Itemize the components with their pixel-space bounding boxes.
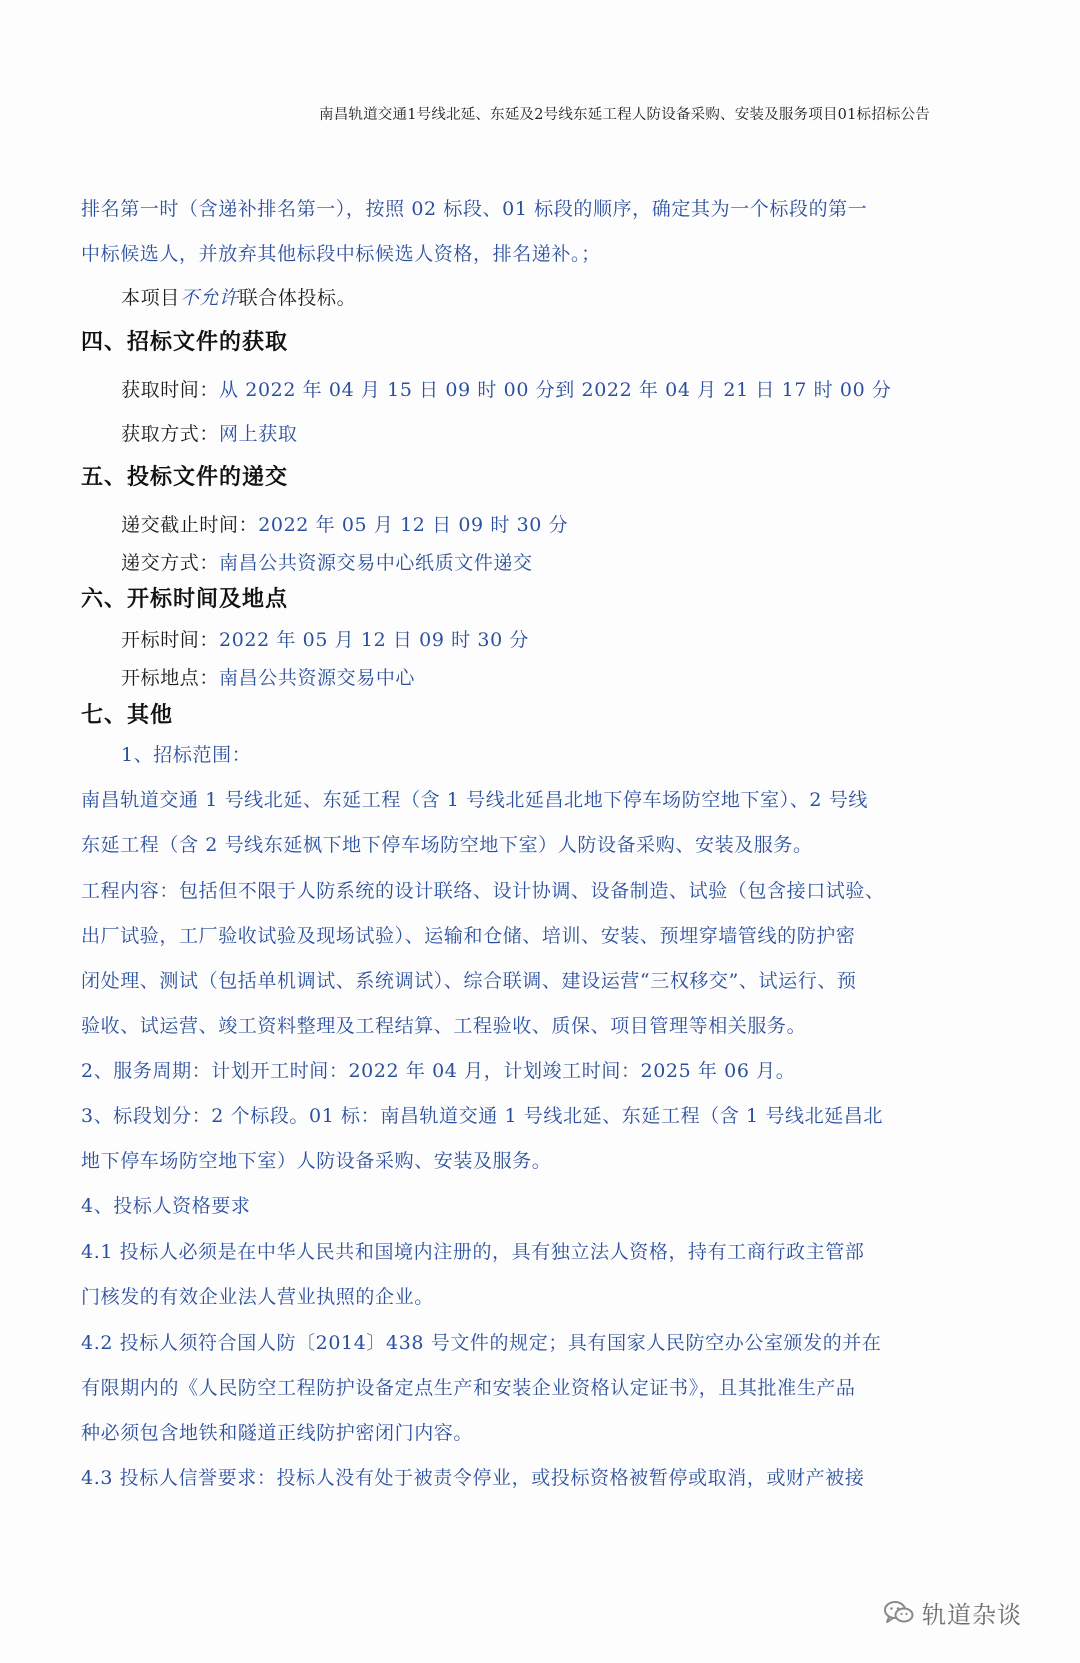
- section-5-heading: 五、投标文件的递交: [81, 465, 289, 490]
- intro-line-2: 中标候选人，并放弃其他标段中标候选人资格，排名递补。；: [81, 243, 601, 265]
- lots-line-2: 地下停车场防空地下室）人防设备采购、安装及服务。: [81, 1150, 552, 1172]
- intro-line-1: 排名第一时（含递补排名第一），按照 02 标段、01 标段的顺序，确定其为一个标段的第一: [81, 198, 868, 220]
- section-4-time-value: 从 2022 年 04 月 15 日 09 时 00 分到 2022 年 04 月 21 日 17 时 00 分: [219, 379, 892, 401]
- page-header-title: 南昌轨道交通1号线北延、东延及2号线东延工程人防设备采购、安装及服务项目01标招标公告: [319, 107, 930, 123]
- consortium-value: 不允许: [179, 287, 239, 309]
- section-6-place-value: 南昌公共资源交易中心: [219, 667, 416, 689]
- section-6-time-label: 开标时间：: [121, 629, 220, 651]
- qualification-heading: 4、投标人资格要求: [81, 1195, 251, 1217]
- service-period: 2、服务周期：计划开工时间：2022 年 04 月，计划竣工时间：2025 年 06 月。: [81, 1060, 796, 1082]
- section-5-deadline-label: 递交截止时间：: [121, 514, 259, 536]
- consortium-statement: [121, 285, 356, 311]
- qualification-4-1-line-1: 4.1 投标人必须是在中华人民共和国境内注册的，具有独立法人资格，持有工商行政主管部: [81, 1241, 865, 1263]
- scope-line-1: 南昌轨道交通 1 号线北延、东延工程（含 1 号线北延昌北地下停车场防空地下室）、2 号线: [81, 789, 868, 811]
- section-4-method-label: 获取方式：: [121, 423, 220, 445]
- qualification-4-2-line-2: 有限期内的《人民防空工程防护设备定点生产和安装企业资格认定证书》，且其批准生产品: [81, 1377, 856, 1399]
- qualification-4-3-line-1: 4.3 投标人信誉要求：投标人没有处于被责令停业，或投标资格被暂停或取消，或财产被接: [81, 1467, 865, 1489]
- section-6-place-label: 开标地点：: [121, 667, 220, 689]
- section-5-deadline-value: 2022 年 05 月 12 日 09 时 30 分: [258, 514, 569, 536]
- section-4-method: [121, 421, 297, 447]
- section-5-method: [121, 550, 533, 576]
- section-7-heading: 七、其他: [81, 703, 174, 728]
- section-6-heading: 六、开标时间及地点: [81, 587, 289, 612]
- section-6-time: [121, 627, 529, 653]
- section-4-heading: 四、招标文件的获取: [81, 330, 289, 355]
- lots-line-1: 3、标段划分：2 个标段。01 标：南昌轨道交通 1 号线北延、东延工程（含 1 号线北延昌北: [81, 1105, 883, 1127]
- section-5-deadline: [121, 512, 568, 538]
- scope-line-2: 东延工程（含 2 号线东延枫下地下停车场防空地下室）人防设备采购、安装及服务。: [81, 834, 813, 856]
- content-line-3: 闭处理、测试（包括单机调试、系统调试）、综合联调、建设运营“三权移交”、试运行、预: [81, 970, 857, 992]
- watermark: [884, 1595, 1022, 1630]
- section-6-time-value: 2022 年 05 月 12 日 09 时 30 分: [219, 629, 530, 651]
- qualification-4-2-line-1: 4.2 投标人须符合国人防〔2014〕438 号文件的规定；具有国家人民防空办公室颁发的并在: [81, 1332, 882, 1354]
- content-line-2: 出厂试验，工厂验收试验及现场试验）、运输和仓储、培训、安装、预埋穿墙管线的防护密: [81, 925, 856, 947]
- scope-heading: 1、招标范围：: [121, 744, 252, 766]
- qualification-4-1-line-2: 门核发的有效企业法人营业执照的企业。: [81, 1286, 434, 1308]
- section-4-time-label: 获取时间：: [121, 379, 220, 401]
- consortium-suffix: 联合体投标。: [238, 287, 357, 309]
- section-4-method-value: 网上获取: [219, 423, 298, 445]
- consortium-prefix: 本项目: [121, 287, 180, 309]
- section-4-time: [121, 377, 892, 403]
- content-line-1: 工程内容：包括但不限于人防系统的设计联络、设计协调、设备制造、试验（包含接口试验、: [81, 880, 885, 902]
- section-5-method-value: 南昌公共资源交易中心纸质文件递交: [219, 552, 533, 574]
- qualification-4-2-line-3: 种必须包含地铁和隧道正线防护密闭门内容。: [81, 1422, 474, 1444]
- watermark-text: 轨道杂谈: [922, 1601, 1022, 1629]
- wechat-icon: [884, 1600, 914, 1626]
- content-line-4: 验收、试运营、竣工资料整理及工程结算、工程验收、质保、项目管理等相关服务。: [81, 1015, 807, 1037]
- section-6-place: [121, 665, 415, 691]
- section-5-method-label: 递交方式：: [121, 552, 220, 574]
